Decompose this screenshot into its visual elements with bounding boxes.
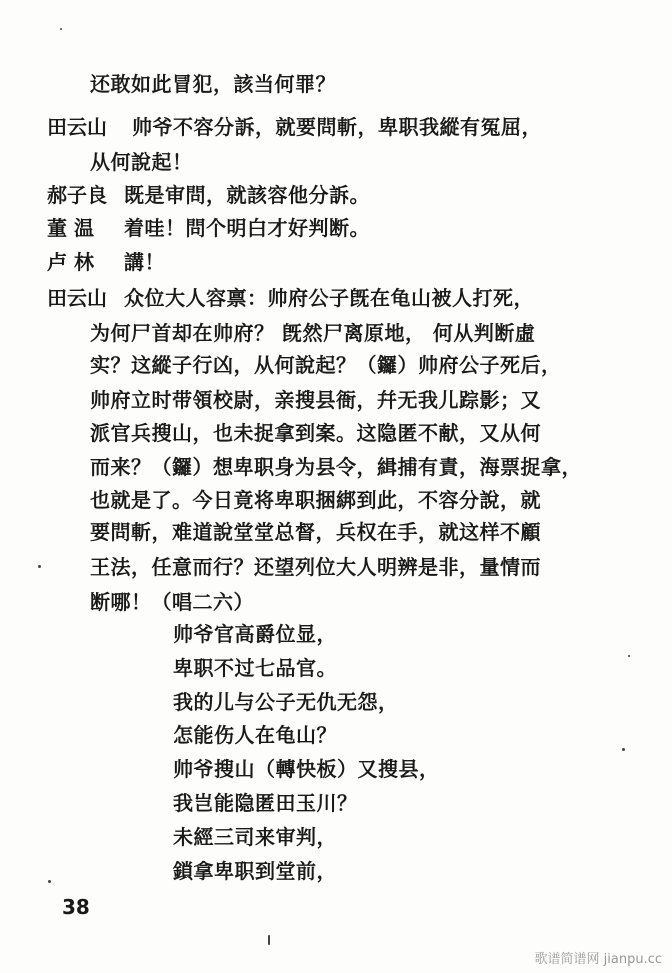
watermark: 歌谱简谱网 jianpu.cc xyxy=(534,952,662,967)
text-line-1: 还敢如此冒犯，該当何罪？ xyxy=(90,72,336,96)
speaker-tian-yunshan-2: 田云山 xyxy=(47,286,107,310)
text-line-5: 着哇！問个明白才好判断。 xyxy=(124,216,370,240)
scan-speck xyxy=(38,565,41,568)
scan-speck xyxy=(628,655,630,657)
text-line-16: 断哪！（唱二六） xyxy=(90,590,254,614)
verse-line-2: 卑职不过七品官。 xyxy=(173,656,337,680)
verse-line-3: 我的儿与公子无仇无怨， xyxy=(173,690,399,714)
scan-speck xyxy=(622,748,625,751)
text-line-15: 王法，任意而行？还望列位大人明辨是非，量情而 xyxy=(90,555,541,579)
text-line-2: 帅爷不容分訴，就要問斬，卑职我縱有冤屈， xyxy=(132,115,542,139)
verse-line-7: 未經三司来审判， xyxy=(173,825,337,849)
text-line-11: 派官兵搜山，也未捉拿到案。这隐匿不献，又从何 xyxy=(90,421,541,445)
page-number: 38 xyxy=(62,895,90,919)
verse-line-8: 鎖拿卑职到堂前， xyxy=(173,859,337,883)
text-line-9: 实？这縱子行凶，从何說起？（鑼）帅府公子死后， xyxy=(90,353,562,377)
speaker-tian-yunshan: 田云山 xyxy=(47,115,107,139)
text-line-10: 帅府立时带領校尉，亲搜县衙，幷无我儿踪影；又 xyxy=(90,388,541,412)
text-line-8: 为何尸首却在帅府？ 旣然尸离原地， 何从判断虛 xyxy=(90,321,536,345)
scan-speck xyxy=(60,28,62,30)
text-line-12: 而来？（鑼）想卑职身为县令，緝捕有責，海票捉拿， xyxy=(90,455,582,479)
speaker-hao-ziliang: 郝子良 xyxy=(47,183,107,207)
verse-line-6: 我岂能隐匿田玉川？ xyxy=(173,791,358,815)
text-line-4: 既是审問，就該容他分訴。 xyxy=(124,183,370,207)
verse-line-1: 帅爷官高爵位显， xyxy=(173,622,337,646)
scan-speck xyxy=(48,880,51,883)
text-line-7: 众位大人容禀：帅府公子旣在龟山被人打死， xyxy=(124,286,534,310)
text-line-3: 从何說起！ xyxy=(90,150,193,174)
verse-line-4: 怎能伤人在龟山？ xyxy=(173,723,337,747)
speaker-lu-lin: 卢 林 xyxy=(47,250,94,274)
text-line-14: 要問斬，难道說堂堂总督，兵权在手，就这样不顧 xyxy=(90,520,541,544)
text-line-6: 講！ xyxy=(124,250,165,274)
scan-speck xyxy=(268,935,270,945)
text-line-13: 也就是了。今日竟将卑职捆綁到此，不容分說，就 xyxy=(90,488,541,512)
verse-line-5: 帅爷搜山（轉快板）又搜县， xyxy=(173,757,440,781)
speaker-dong-wen: 董 温 xyxy=(47,216,94,240)
